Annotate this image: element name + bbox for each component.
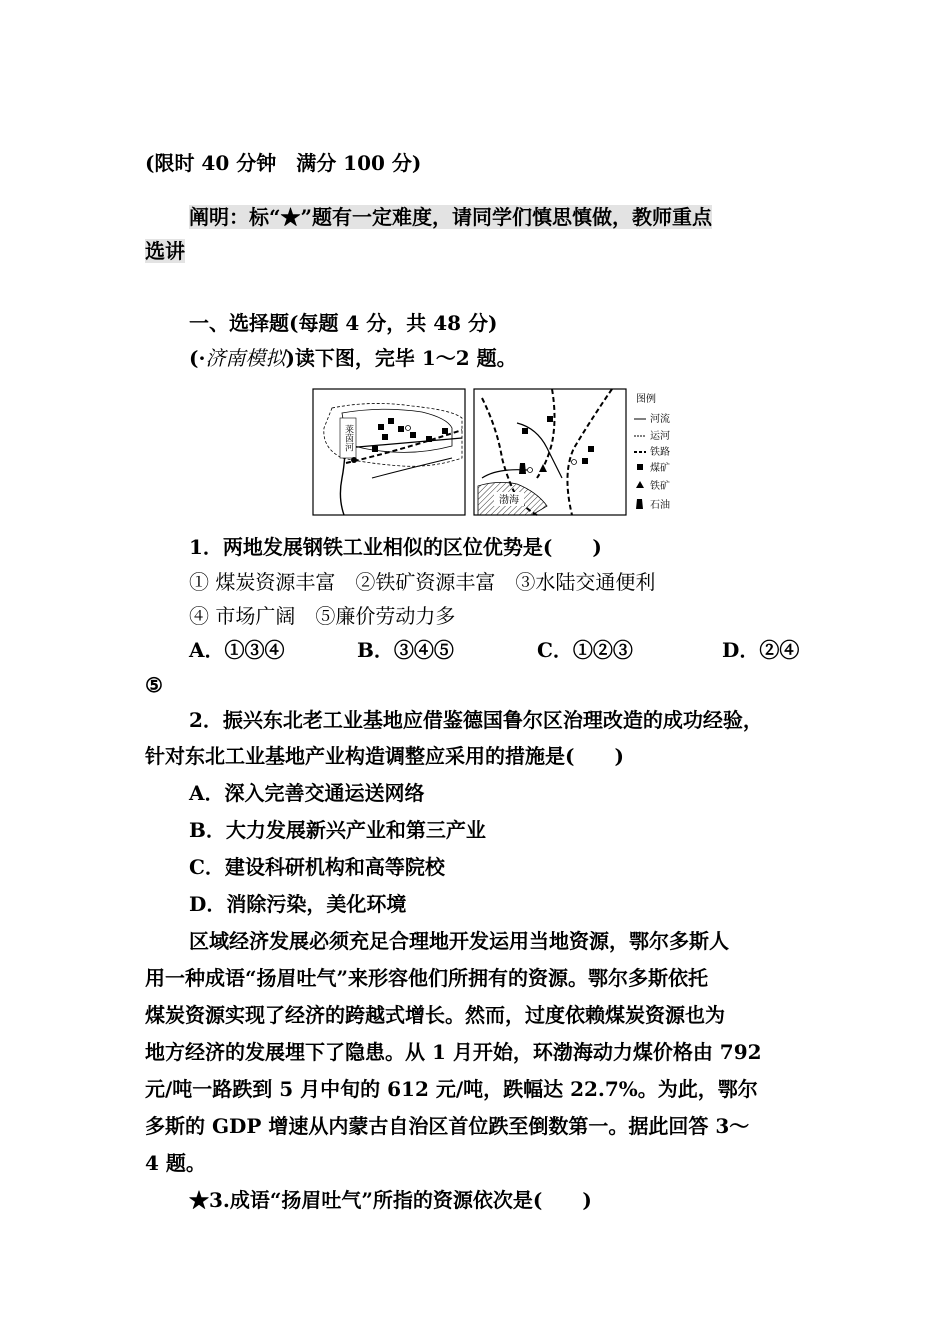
q1-option-b: B．③④⑤ (357, 638, 454, 662)
q2-option-c: C．建设科研机构和高等院校 (189, 855, 445, 879)
legend-railway: 铁路 (650, 447, 670, 458)
q1-option-c: C．①②③ (537, 638, 633, 662)
q2-option-a: A．深入完善交通运送网络 (189, 781, 425, 805)
map-figure (312, 388, 690, 516)
map-liaoning (474, 389, 626, 515)
q1-choices-2: ④ 市场广阔 ⑤廉价劳动力多 (189, 604, 456, 628)
legend-iron: 铁矿 (650, 481, 670, 492)
legend-coal: 煤矿 (650, 463, 670, 474)
bohai-label: 渤海 (499, 495, 519, 506)
passage-line: 多斯的 GDP 增速从内蒙古自治区首位跌至倒数第一。据此回答 3～ (145, 1114, 750, 1138)
q2-option-b: B．大力发展新兴产业和第三产业 (189, 818, 486, 842)
legend-oil: 石油 (650, 500, 670, 511)
legend-river: 河流 (650, 414, 670, 425)
intro-source: 济南模拟 (205, 346, 286, 370)
note-line-1: 阐明：标“★”题有一定难度，请同学们慎思慎做，教师重点 (189, 205, 713, 229)
map-legend (634, 392, 670, 511)
q2-stem-2: 针对东北工业基地产业构造调整应采用的措施是( ) (145, 744, 624, 768)
section-intro: (·济南模拟)读下图，完毕 1～2 题。 (189, 346, 517, 370)
passage-line: 地方经济的发展埋下了隐患。从 1 月开始，环渤海动力煤价格由 792 (145, 1040, 762, 1064)
passage-line: 4 题。 (145, 1151, 206, 1175)
q1-stem: 1．两地发展钢铁工业相似的区位优势是( ) (189, 535, 602, 559)
legend-canal: 运河 (650, 431, 670, 442)
q1-option-d: D．②④ (722, 638, 800, 662)
q2-option-d: D．消除污染，美化环境 (189, 892, 407, 916)
map-ruhr (313, 389, 465, 515)
q3-stem: ★3.成语“扬眉吐气”所指的资源依次是( ) (189, 1188, 592, 1212)
legend-title: 图例 (636, 394, 656, 405)
q1-option-a: A．①③④ (189, 638, 285, 662)
note-line-2: 选讲 (145, 239, 185, 263)
rhine-label: 莱茵河 (343, 424, 353, 452)
passage-line: 用一种成语“扬眉吐气”来形容他们所拥有的资源。鄂尔多斯依托 (145, 966, 709, 990)
passage-line: 区域经济发展必须充足合理地开发运用当地资源，鄂尔多斯人 (189, 929, 729, 953)
q1-option-d-wrap: ⑤ (145, 673, 163, 697)
section-title: 一、选择题(每题 4 分，共 48 分) (189, 311, 498, 335)
q2-stem-1: 2．振兴东北老工业基地应借鉴德国鲁尔区治理改造的成功经验， (189, 708, 763, 732)
q1-choices-1: ① 煤炭资源丰富 ②铁矿资源丰富 ③水陆交通便利 (189, 570, 656, 594)
time-limit: (限时 40 分钟 满分 100 分) (145, 151, 422, 175)
passage-line: 元/吨一路跌到 5 月中旬的 612 元/吨，跌幅达 22.7%。为此，鄂尔 (145, 1077, 758, 1101)
passage-line: 煤炭资源实现了经济的跨越式增长。然而，过度依赖煤炭资源也为 (145, 1003, 725, 1027)
